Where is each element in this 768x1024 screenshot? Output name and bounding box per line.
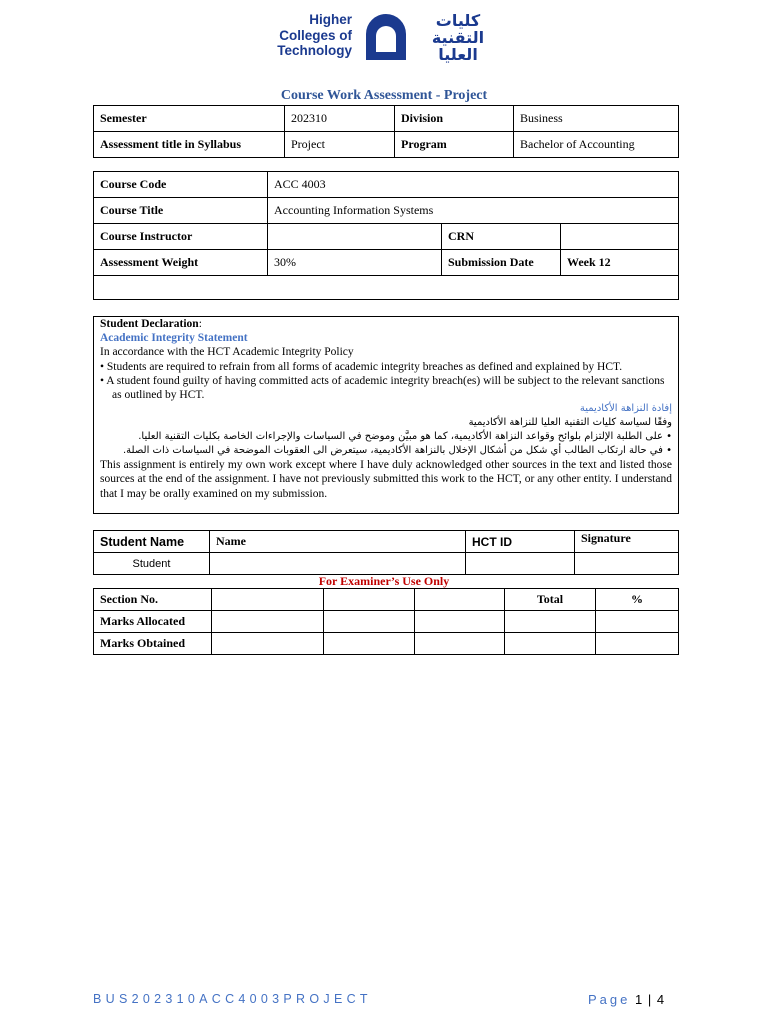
footer-page-indicator xyxy=(588,992,665,1007)
percent-label: % xyxy=(596,589,679,611)
examiner-note: For Examiner’s Use Only xyxy=(318,574,450,588)
signature-column-label: Signature xyxy=(575,531,679,553)
logo-line-1: Higher xyxy=(309,12,352,27)
logo-ar-line-3: العليا xyxy=(438,45,478,64)
name-column-label: Name xyxy=(210,531,466,553)
logo-line-2: Colleges of xyxy=(279,27,352,43)
document-title: Course Work Assessment - Project xyxy=(280,88,488,103)
marks-obtained-label: Marks Obtained xyxy=(94,633,212,655)
allocated-cell-1 xyxy=(212,611,324,633)
arabic-policy-line: وفقًا لسياسة كليات التقنية العليا للنزاهة الأكاديمية xyxy=(468,417,672,429)
marks-allocated-label: Marks Allocated xyxy=(94,611,212,633)
obtained-total xyxy=(505,633,596,655)
logo-ar-line-2: التقنية xyxy=(431,28,485,47)
arabic-integrity-heading: إفادة النزاهة الأكاديمية xyxy=(579,403,672,415)
logo-arabic-text xyxy=(418,12,498,63)
section-cell-2 xyxy=(324,589,415,611)
logo-english-text xyxy=(272,12,352,59)
division-label: Division xyxy=(395,106,514,132)
page-total: 4 xyxy=(656,992,666,1007)
student-name-field[interactable] xyxy=(210,553,466,575)
arabic-bullet-1: • على الطلبة الإلتزام بلوائح وقواعد النزاهة الأكاديمية، كما هو مبيَّن وموضح في السياسات والإجراءات الخاصة بكليات التقنية العليا. xyxy=(138,431,672,443)
logo-arch-icon xyxy=(362,12,410,62)
obtained-cell-1 xyxy=(212,633,324,655)
course-table xyxy=(93,171,679,300)
assessment-title-label: Assessment title in Syllabus xyxy=(94,132,285,158)
course-title-value: Accounting Information Systems xyxy=(268,198,679,224)
instructor-label: Course Instructor xyxy=(94,224,268,250)
policy-line: In accordance with the HCT Academic Integrity Policy xyxy=(100,346,354,359)
submission-value: Week 12 xyxy=(561,250,679,276)
total-label: Total xyxy=(505,589,596,611)
integrity-bullet-1: • Students are required to refrain from all forms of academic integrity breaches as defined and explained by HCT. xyxy=(100,360,623,373)
allocated-percent xyxy=(596,611,679,633)
logo-line-3: Technology xyxy=(277,43,352,58)
weight-value: 30% xyxy=(268,250,442,276)
section-cell-3 xyxy=(415,589,505,611)
division-value: Business xyxy=(514,106,679,132)
page-word: Page xyxy=(588,992,631,1007)
obtained-percent xyxy=(596,633,679,655)
student-declaration xyxy=(93,316,679,514)
arabic-bullet-2: • في حالة ارتكاب الطالب أي شكل من أشكال الإخلال بالنزاهة الأكاديمية، سيتعرض الى العقوبات الموضحة في السياسات ذات الصلة. xyxy=(123,445,672,457)
program-label: Program xyxy=(395,132,514,158)
assessment-title-value: Project xyxy=(285,132,395,158)
hct-id-column-label: HCT ID xyxy=(466,531,575,553)
info-table xyxy=(93,105,679,158)
footer-doc-code: BUS202310ACC4003PROJECT xyxy=(93,992,372,1006)
declaration-heading-colon: : xyxy=(198,318,202,330)
student-signature-field[interactable] xyxy=(575,553,679,575)
integrity-heading: Academic Integrity Statement xyxy=(100,332,248,345)
weight-label: Assessment Weight xyxy=(94,250,268,276)
crn-value xyxy=(561,224,679,250)
course-code-value: ACC 4003 xyxy=(268,172,679,198)
obtained-cell-2 xyxy=(324,633,415,655)
allocated-total xyxy=(505,611,596,633)
instructor-value xyxy=(268,224,442,250)
page-number: 1 xyxy=(635,992,644,1007)
allocated-cell-2 xyxy=(324,611,415,633)
section-cell-1 xyxy=(212,589,324,611)
integrity-bullet-2: • A student found guilty of having committed acts of academic integrity breach(es) will be subject to the relevant sanctions as outlined by HCT. xyxy=(100,374,665,402)
allocated-cell-3 xyxy=(415,611,505,633)
semester-value: 202310 xyxy=(285,106,395,132)
declaration-statement: This assignment is entirely my own work except where I have duly acknowledged other sources in the text and listed those sources at the end of the assignment. I have not previously submitted this work to the HCT, or any other entity. I understand that I may be orally examined on my submission. xyxy=(100,459,672,500)
semester-label: Semester xyxy=(94,106,285,132)
declaration-heading: Student Declaration xyxy=(100,318,199,330)
hct-logo xyxy=(272,12,502,66)
student-hct-id-field[interactable] xyxy=(466,553,575,575)
crn-label: CRN xyxy=(442,224,561,250)
page-separator: | xyxy=(647,992,653,1007)
student-table xyxy=(93,530,679,575)
course-notes-cell xyxy=(94,276,679,300)
submission-label: Submission Date xyxy=(442,250,561,276)
course-title-label: Course Title xyxy=(94,198,268,224)
student-row-label: Student xyxy=(94,553,210,575)
marks-table xyxy=(93,588,679,655)
section-no-label: Section No. xyxy=(94,589,212,611)
course-code-label: Course Code xyxy=(94,172,268,198)
student-name-label: Student Name xyxy=(94,531,210,553)
logo-ar-line-1: كليات xyxy=(435,11,481,30)
obtained-cell-3 xyxy=(415,633,505,655)
program-value: Bachelor of Accounting xyxy=(514,132,679,158)
